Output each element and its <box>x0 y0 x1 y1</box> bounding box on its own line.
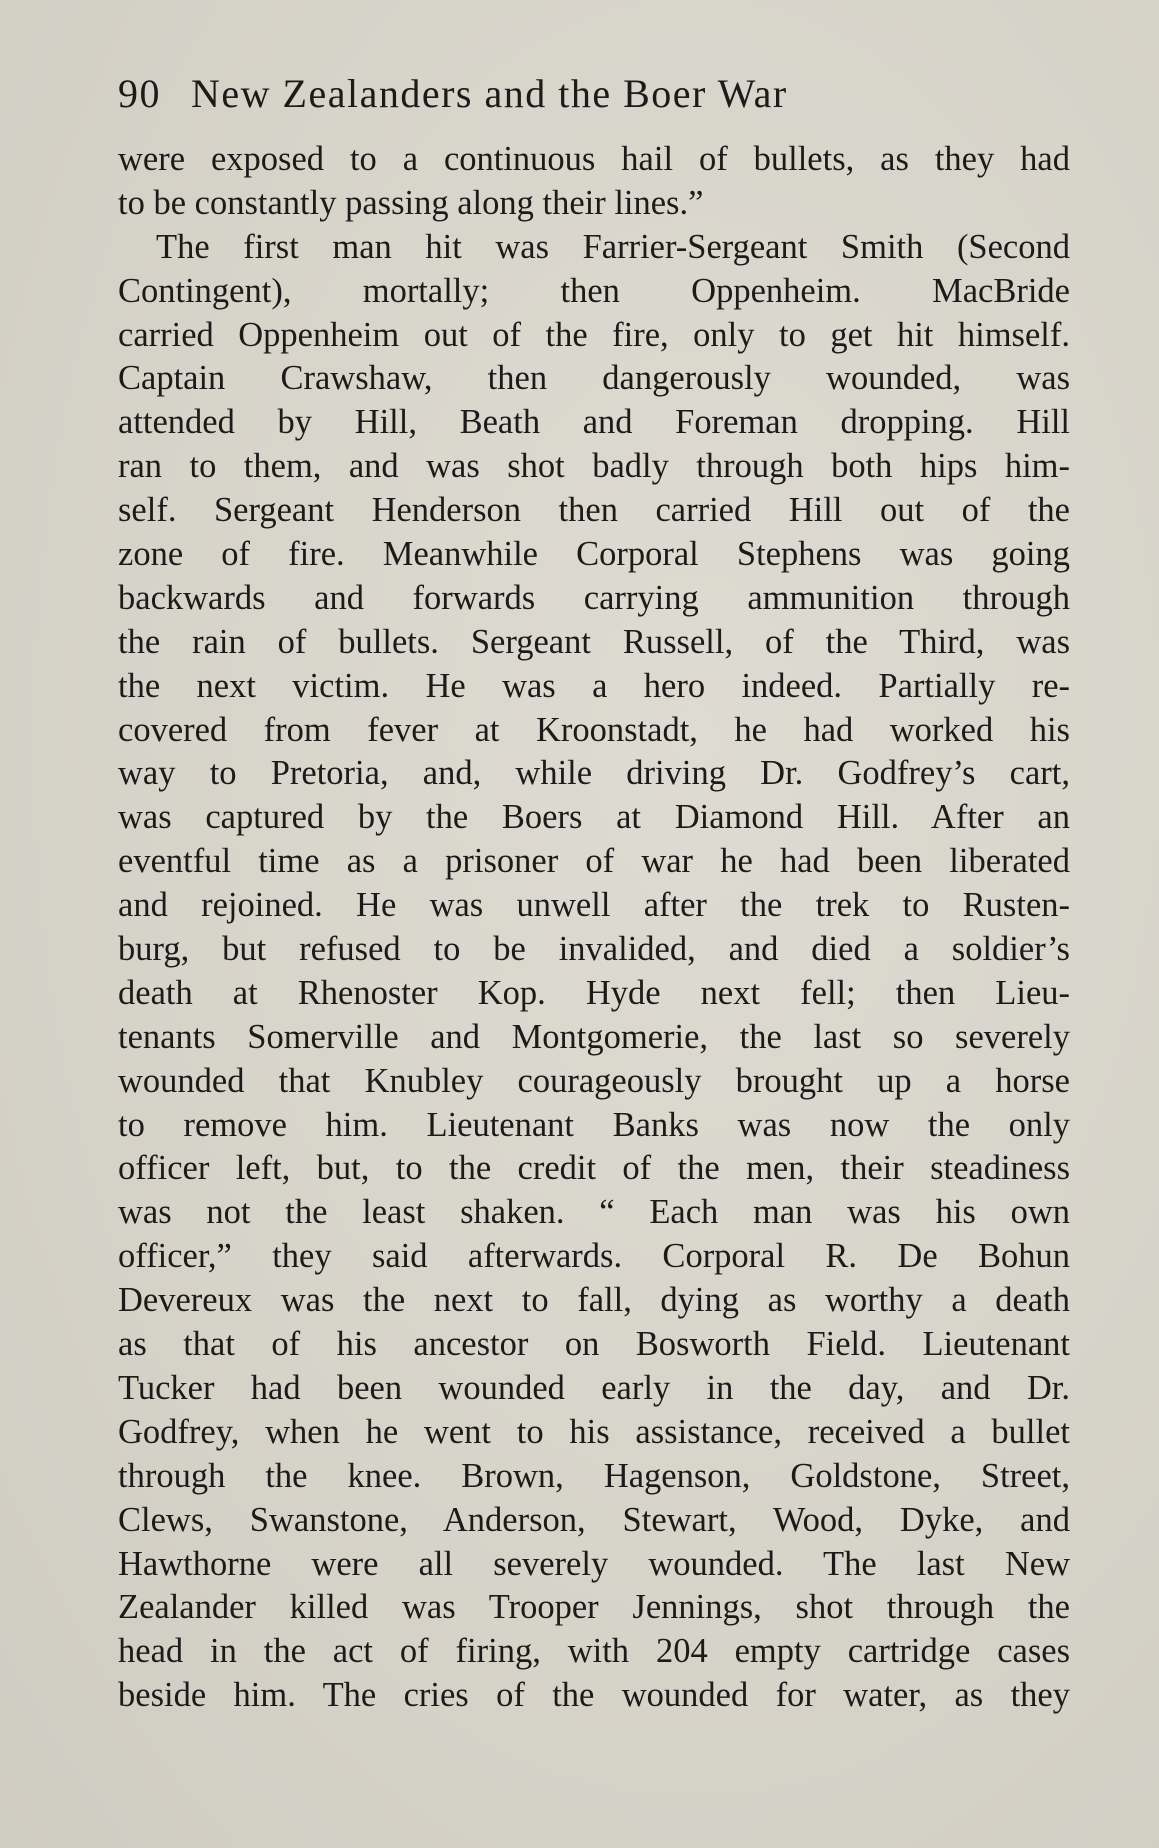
text-line-22: wounded that Knubley courageously brought up a horse <box>118 1061 1070 1100</box>
body-text <box>118 138 1070 1718</box>
text-line-6: Captain Crawshaw, then dangerously wounded, was <box>118 359 1070 398</box>
text-line-8: ran to them, and was shot badly through both hips him- <box>118 447 1070 486</box>
text-line-10: zone of fire. Meanwhile Corporal Stephens was going <box>118 535 1070 574</box>
text-line-35: head in the act of firing, with 204 empty cartridge cases <box>118 1632 1070 1671</box>
text-line-27: Devereux was the next to fall, dying as worthy a death <box>118 1281 1070 1320</box>
text-line-23: to remove him. Lieutenant Banks was now the only <box>118 1105 1070 1144</box>
text-line-3: The first man hit was Farrier-Sergeant Smith (Second <box>156 227 1070 266</box>
text-line-12: the rain of bullets. Sergeant Russell, of the Third, was <box>118 622 1070 661</box>
text-line-17: eventful time as a prisoner of war he had been liberated <box>118 842 1070 881</box>
text-line-32: Clews, Swanstone, Anderson, Stewart, Wood, Dyke, and <box>118 1500 1070 1539</box>
text-line-34: Zealander killed was Trooper Jennings, shot through the <box>118 1588 1070 1627</box>
page-number: 90 <box>118 71 161 116</box>
text-line-13: the next victim. He was a hero indeed. Partially re- <box>118 666 1070 705</box>
text-line-31: through the knee. Brown, Hagenson, Goldstone, Street, <box>118 1456 1070 1495</box>
text-line-11: backwards and forwards carrying ammunition through <box>118 578 1070 617</box>
text-line-26: officer,” they said afterwards. Corporal R. De Bohun <box>118 1237 1070 1276</box>
text-line-2: to be constantly passing along their lines.” <box>118 183 704 222</box>
text-line-18: and rejoined. He was unwell after the trek to Rusten- <box>118 886 1070 925</box>
text-line-25: was not the least shaken. “ Each man was his own <box>118 1193 1070 1232</box>
text-line-7: attended by Hill, Beath and Foreman dropping. Hill <box>118 403 1070 442</box>
text-line-28: as that of his ancestor on Bosworth Field. Lieutenant <box>118 1325 1070 1364</box>
text-line-21: tenants Somerville and Montgomerie, the last so severely <box>118 1017 1070 1056</box>
text-line-4: Contingent), mortally; then Oppenheim. MacBride <box>118 271 1070 310</box>
text-line-5: carried Oppenheim out of the fire, only to get hit himself. <box>118 315 1070 354</box>
text-line-33: Hawthorne were all severely wounded. The last New <box>118 1544 1070 1583</box>
text-line-1: were exposed to a continuous hail of bullets, as they had <box>118 140 1070 178</box>
text-line-36: beside him. The cries of the wounded for water, as they <box>118 1676 1070 1715</box>
running-title: New Zealanders and the Boer War <box>191 71 788 116</box>
text-line-19: burg, but refused to be invalided, and died a soldier’s <box>118 930 1070 969</box>
text-line-20: death at Rhenoster Kop. Hyde next fell; then Lieu- <box>118 973 1070 1012</box>
text-line-16: was captured by the Boers at Diamond Hill. After an <box>118 798 1070 837</box>
running-head <box>118 58 1070 130</box>
text-line-15: way to Pretoria, and, while driving Dr. Godfrey’s cart, <box>118 754 1070 793</box>
text-line-30: Godfrey, when he went to his assistance, received a bullet <box>118 1412 1070 1451</box>
text-line-9: self. Sergeant Henderson then carried Hill out of the <box>118 491 1070 530</box>
text-line-24: officer left, but, to the credit of the men, their steadiness <box>118 1149 1070 1188</box>
text-line-14: covered from fever at Kroonstadt, he had worked his <box>118 710 1070 749</box>
text-line-29: Tucker had been wounded early in the day, and Dr. <box>118 1368 1070 1407</box>
book-page <box>118 58 1070 1718</box>
